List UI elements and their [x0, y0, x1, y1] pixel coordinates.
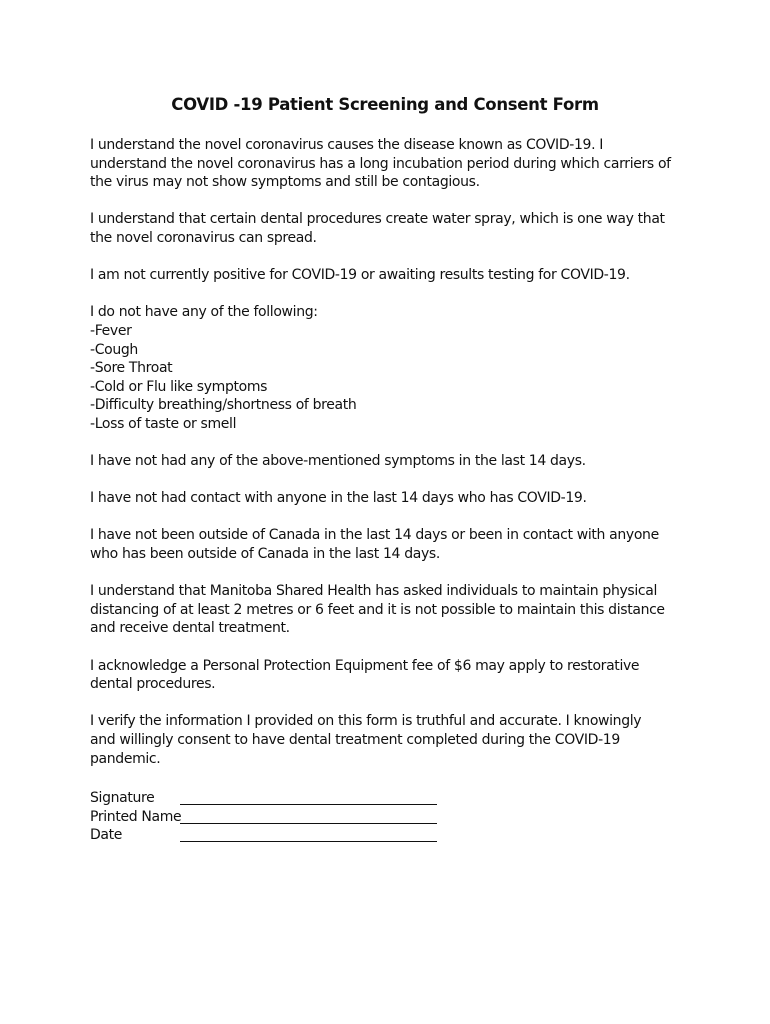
- text-line: the virus may not show symptoms and still be contagious.: [90, 174, 480, 191]
- paragraph-not-positive: [90, 266, 690, 285]
- symptom-item: -Difficulty breathing/shortness of breath: [90, 397, 357, 414]
- paragraph-travel: [90, 526, 690, 563]
- signature-label: Signature: [90, 790, 155, 806]
- form-body: [90, 136, 690, 787]
- text-line: dental procedures.: [90, 676, 216, 693]
- symptom-item: -Sore Throat: [90, 360, 173, 377]
- printed-name-label: Printed Name: [90, 808, 182, 825]
- date-line[interactable]: [180, 841, 437, 842]
- signature-block: [90, 789, 450, 845]
- text-line: and willingly consent to have dental treatment completed during the COVID-19: [90, 732, 620, 748]
- symptom-item: -Cold or Flu like symptoms: [90, 378, 268, 395]
- symptom-item: -Fever: [90, 322, 132, 339]
- signature-row: [90, 789, 450, 808]
- date-row: [90, 826, 450, 845]
- text-line: I acknowledge a Personal Protection Equipment fee of $6 may apply to restorative: [90, 657, 640, 674]
- paragraph-no-symptoms: [90, 452, 690, 471]
- text-line: the novel coronavirus can spread.: [90, 229, 317, 246]
- symptom-item: -Cough: [90, 341, 138, 358]
- printed-name-row: [90, 808, 450, 827]
- paragraph-consent: [90, 712, 690, 768]
- symptom-item: -Loss of taste or smell: [90, 415, 237, 432]
- text-line: I verify the information I provided on this form is truthful and accurate. I knowingly: [90, 713, 642, 730]
- text-line: who has been outside of Canada in the last 14 days.: [90, 546, 440, 563]
- text-line: pandemic.: [90, 750, 161, 767]
- text-line: I have not been outside of Canada in the last 14 days or been in contact with anyone: [90, 527, 659, 544]
- text-line: I understand that Manitoba Shared Health has asked individuals to maintain physical: [90, 583, 658, 600]
- text-line: and receive dental treatment.: [90, 620, 290, 637]
- paragraph-distancing: [90, 582, 690, 638]
- text-line: I understand the novel coronavirus causes the disease known as COVID-19. I: [90, 137, 604, 153]
- paragraph-incubation: [90, 136, 690, 192]
- text-line: understand the novel coronavirus has a long incubation period during which carriers of: [90, 155, 671, 172]
- text-line: I do not have any of the following:: [90, 304, 318, 321]
- printed-name-line[interactable]: [180, 823, 437, 824]
- paragraph-no-contact: [90, 489, 690, 508]
- text-line: distancing of at least 2 metres or 6 feet and it is not possible to maintain this distance: [90, 601, 665, 618]
- paragraph-water-spray: [90, 210, 690, 247]
- form-title: COVID -19 Patient Screening and Consent Form: [171, 95, 599, 114]
- date-label: Date: [90, 827, 123, 844]
- text-line: I understand that certain dental procedures create water spray, which is one way that: [90, 211, 665, 228]
- text-line: I am not currently positive for COVID-19 or awaiting results testing for COVID-19.: [90, 267, 630, 284]
- text-line: I have not had any of the above-mentioned symptoms in the last 14 days.: [90, 453, 586, 470]
- signature-line[interactable]: [180, 804, 437, 805]
- paragraph-symptoms-list: [90, 303, 690, 433]
- text-line: I have not had contact with anyone in the last 14 days who has COVID-19.: [90, 490, 587, 507]
- paragraph-ppe-fee: [90, 657, 690, 694]
